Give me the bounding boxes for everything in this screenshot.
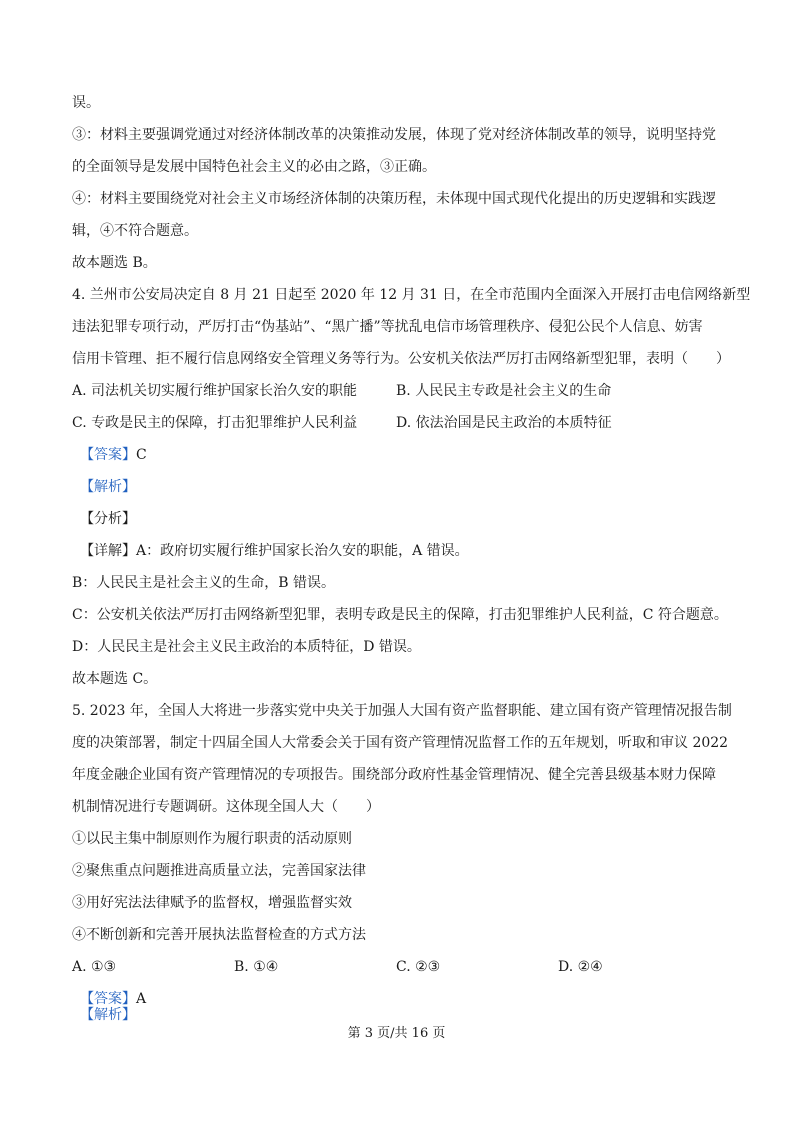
q5-item: ①以民主集中制原则作为履行职责的活动原则 bbox=[72, 831, 352, 847]
q4-answer-line bbox=[80, 446, 147, 464]
text-line: ④：材料主要围绕党对社会主义市场经济体制的决策历程，未体现中国式现代化提出的历史逻辑和实践逻 bbox=[72, 191, 716, 207]
q5-item: ④不断创新和完善开展执法监督检查的方式方法 bbox=[72, 927, 366, 943]
text-line: 辑，④不符合题意。 bbox=[72, 223, 198, 239]
q4-xiangjie-line bbox=[80, 542, 469, 560]
text-line: 的全面领导是发展中国特色社会主义的必由之路，③正确。 bbox=[72, 159, 436, 175]
q5-item: ③用好宪法法律赋予的监督权，增强监督实效 bbox=[72, 895, 352, 911]
text-line: 故本题选 B。 bbox=[72, 255, 157, 271]
q5-stem-line: 机制情况进行专题调研。这体现全国人大（ ） bbox=[72, 799, 380, 815]
answer-tag: 【答案】 bbox=[80, 991, 136, 1007]
q4-explain-line: 故本题选 C。 bbox=[72, 671, 158, 687]
q5-stem-line: 5. 2023 年，全国人大将进一步落实党中央关于加强人大国有资产监督职能、建立国有资产管理情况报告制 bbox=[72, 703, 732, 719]
q5-item: ②聚焦重点问题推进高质量立法，完善国家法律 bbox=[72, 863, 366, 879]
q4-stem-line: 违法犯罪专项行动，严厉打击“伪基站”、“黑广播”等扰乱电信市场管理秩序、侵犯公民个人信息、妨害 bbox=[72, 319, 703, 335]
q5-stem-line: 年度金融企业国有资产管理情况的专项报告。围绕部分政府性基金管理情况、健全完善县级基本财力保障 bbox=[72, 767, 716, 783]
q4-option-c: C. 专政是民主的保障，打击犯罪维护人民利益 bbox=[72, 415, 358, 431]
q5-option-b: B. ①④ bbox=[234, 959, 279, 975]
q4-option-d: D. 依法治国是民主政治的本质特征 bbox=[396, 415, 612, 431]
q5-option-c: C. ②③ bbox=[396, 959, 441, 975]
xiangjie-tag: 【详解】 bbox=[80, 543, 136, 559]
q4-explain-line: C：公安机关依法严厉打击网络新型犯罪，表明专政是民主的保障，打击犯罪维护人民利益，C 符合题意。 bbox=[72, 607, 728, 623]
q4-stem-line: 4. 兰州市公安局决定自 8 月 21 日起至 2020 年 12 月 31 日，在全市范围内全面深入开展打击电信网络新型 bbox=[72, 287, 751, 303]
text-line: 误。 bbox=[72, 95, 100, 111]
q4-explain-line: B：人民民主是社会主义的生命，B 错误。 bbox=[72, 575, 336, 591]
q4-option-b: B. 人民民主专政是社会主义的生命 bbox=[396, 383, 612, 399]
q5-stem-line: 度的决策部署，制定十四届全国人大常委会关于国有资产管理情况监督工作的五年规划，听取和审议 2022 bbox=[72, 735, 729, 751]
q5-jiexi-tag: 【解析】 bbox=[80, 1007, 136, 1023]
page-footer: 第 3 页/共 16 页 bbox=[347, 1026, 446, 1041]
q5-option-a: A. ①③ bbox=[72, 959, 117, 975]
q4-fenxi-tag: 【分析】 bbox=[80, 511, 136, 527]
q4-option-a: A. 司法机关切实履行维护国家长治久安的职能 bbox=[72, 383, 358, 399]
q4-answer-value: C bbox=[136, 447, 147, 463]
q4-explain-line: D：人民民主是社会主义民主政治的本质特征，D 错误。 bbox=[72, 639, 421, 655]
q5-option-d: D. ②④ bbox=[558, 959, 603, 975]
q5-answer-value: A bbox=[136, 991, 147, 1007]
q4-jiexi-tag: 【解析】 bbox=[80, 479, 136, 495]
q4-stem-line: 信用卡管理、拒不履行信息网络安全管理义务等行为。公安机关依法严厉打击网络新型犯罪，表明（ ） bbox=[72, 351, 730, 367]
xiangjie-text: A：政府切实履行维护国家长治久安的职能，A 错误。 bbox=[136, 543, 469, 559]
text-line: ③：材料主要强调党通过对经济体制改革的决策推动发展，体现了党对经济体制改革的领导，说明坚持党 bbox=[72, 127, 716, 143]
answer-tag: 【答案】 bbox=[80, 447, 136, 463]
